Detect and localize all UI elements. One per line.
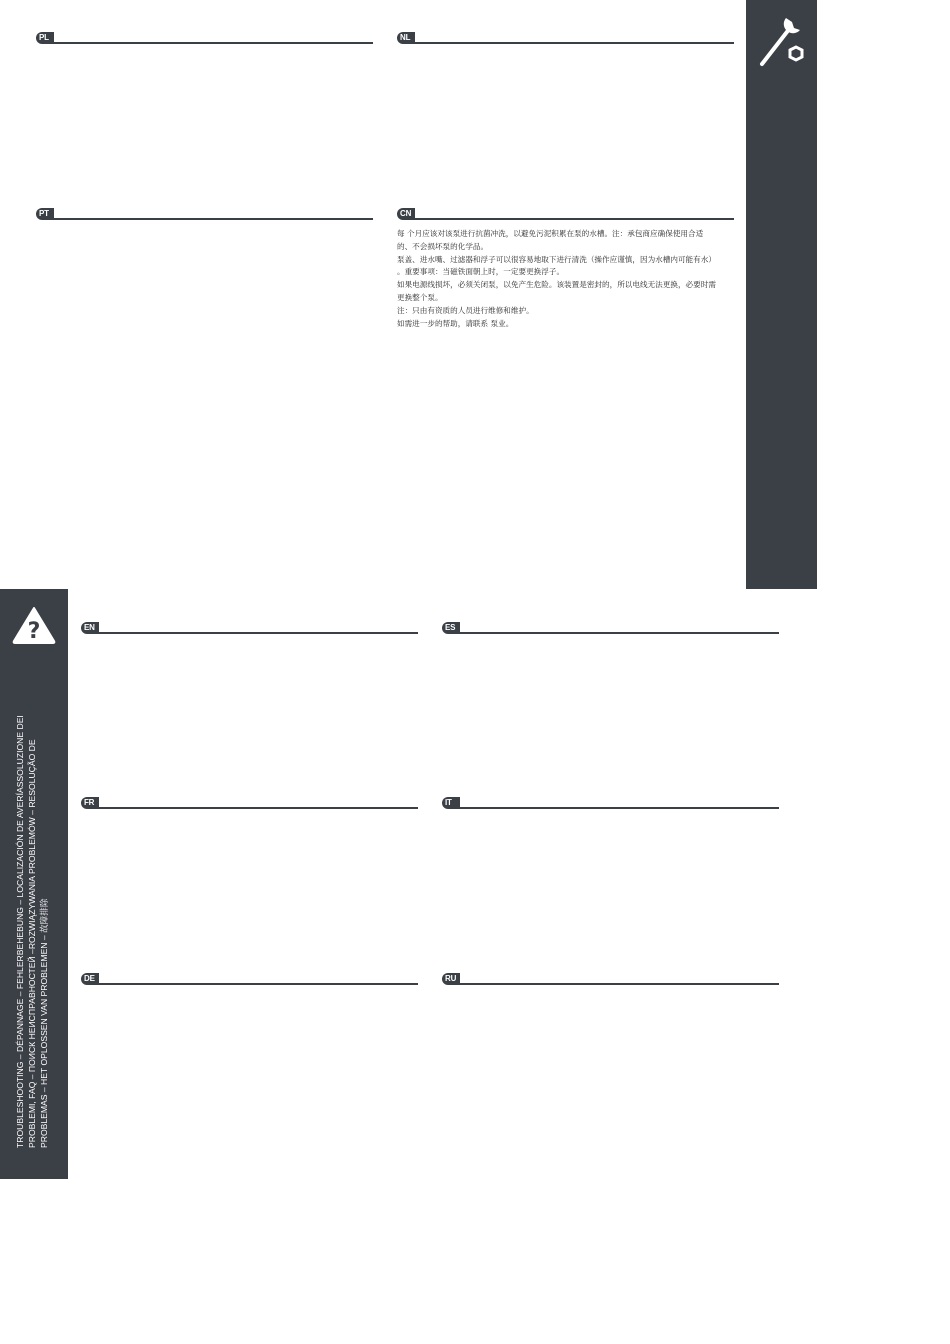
section-en: [81, 622, 418, 634]
section-header: [36, 32, 373, 44]
wrench-nut-icon: [756, 12, 806, 72]
lang-badge-en: EN: [81, 622, 99, 634]
title-line: TROUBLESHOOTING – DÉPANNAGE – FEHLERBEHEBUNG – LOCALIZACIÓN DE AVERÍASSOLUZIONE DEI: [15, 715, 25, 1148]
header-rule: [413, 218, 734, 220]
lang-badge-ru: RU: [442, 973, 460, 985]
cn-line: 如果电源线损坏，必须关闭泵，以免产生危险。该装置是密封的，所以电线无法更换，必要时需: [397, 280, 716, 290]
header-rule: [97, 983, 418, 985]
header-rule: [97, 632, 418, 634]
section-header: [81, 797, 418, 809]
cn-line: 泵盖、进水嘴、过滤器和浮子可以很容易地取下进行清洗（操作应谨慎，因为水槽内可能有水）: [397, 254, 716, 264]
section-fr: [81, 797, 418, 809]
header-rule: [458, 632, 779, 634]
warning-question-icon: [11, 605, 57, 645]
section-cn: [397, 208, 734, 330]
troubleshooting-title: [14, 678, 50, 1148]
cn-line: 注：只由有资质的人员进行维修和维护。: [397, 305, 534, 315]
lang-badge-nl: NL: [397, 32, 415, 44]
section-nl: [397, 32, 734, 44]
lang-badge-pl: PL: [36, 32, 54, 44]
section-de: [81, 973, 418, 985]
header-rule: [458, 983, 779, 985]
header-rule: [52, 218, 373, 220]
section-header: [397, 208, 734, 220]
title-line: PROBLEMAS – HET OPLOSSEN VAN PROBLEMEN – 故障排除: [39, 898, 49, 1148]
cn-line: 每 个月应该对该泵进行抗菌冲洗，以避免污泥积累在泵的水槽。注：承包商应确保使用合适: [397, 229, 704, 238]
cn-body-text: [397, 228, 734, 330]
section-ru: [442, 973, 779, 985]
header-rule: [97, 807, 418, 809]
lang-badge-it: IT: [442, 797, 460, 809]
section-pt: [36, 208, 373, 220]
section-header: [442, 797, 779, 809]
section-pl: [36, 32, 373, 44]
cn-line: 如需进一步的帮助，请联系 泵业。: [397, 318, 514, 328]
section-header: [81, 973, 418, 985]
header-rule: [458, 807, 779, 809]
cn-line: 的、不会损坏泵的化学品。: [397, 241, 489, 251]
lang-badge-de: DE: [81, 973, 99, 985]
header-rule: [52, 42, 373, 44]
lang-badge-cn: CN: [397, 208, 415, 220]
section-it: [442, 797, 779, 809]
cn-line: 。重要事项：当磁铁面朝上时，一定要更换浮子。: [397, 267, 565, 277]
section-header: [397, 32, 734, 44]
lang-badge-fr: FR: [81, 797, 99, 809]
header-rule: [413, 42, 734, 44]
section-es: [442, 622, 779, 634]
svg-text:?: ?: [27, 619, 41, 644]
lang-badge-es: ES: [442, 622, 460, 634]
cn-line: 更换整个泵。: [397, 292, 443, 302]
lang-badge-pt: PT: [36, 208, 54, 220]
section-header: [36, 208, 373, 220]
maintenance-sidebar: [746, 0, 817, 589]
section-header: [442, 622, 779, 634]
section-header: [81, 622, 418, 634]
title-line: PROBLEMI, FAQ – ПОИСК НЕИСПРАВНОСТЕЙ –ROZWIĄZYWANIA PROBLEMÓW – RESOLUÇÃO DE: [27, 739, 37, 1148]
section-header: [442, 973, 779, 985]
